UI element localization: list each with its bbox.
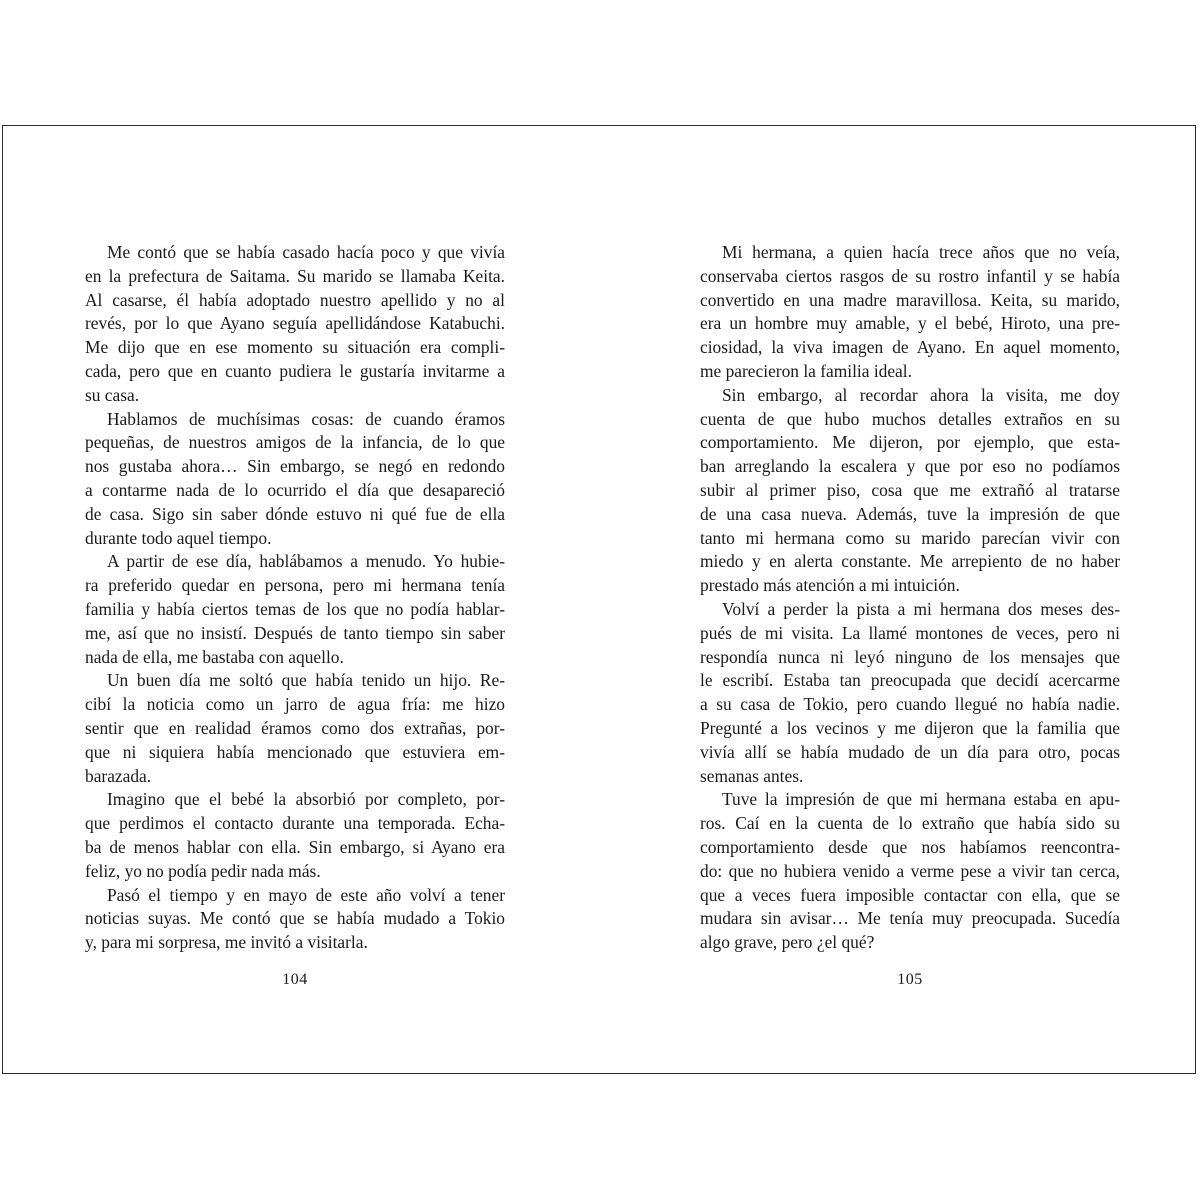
text-line: Sin embargo, al recordar ahora la visita, me doy [722, 384, 1120, 405]
text-line: revés, por lo que Ayano seguía apellidándose Katabuchi. [85, 313, 505, 334]
text-line: algo grave, pero ¿el qué? [700, 932, 875, 953]
text-line: Me dijo que en ese momento su situación era compli- [85, 337, 505, 358]
text-line: y, para mi sorpresa, me invitó a visitarla. [85, 932, 368, 953]
text-line: nada de ella, me bastaba con aquello. [85, 646, 344, 667]
text-line: Un buen día me soltó que había tenido un hijo. Re- [107, 670, 505, 691]
text-line: pués de mi visita. La llamé montones de veces, pero ni [700, 622, 1120, 643]
paragraph [85, 884, 505, 955]
text-line: familia y había ciertos temas de los que no podía hablar- [85, 598, 505, 619]
paragraph [85, 669, 505, 788]
text-line: cibí la noticia como un jarro de agua fría: me hizo [85, 694, 505, 715]
text-line: do: que no hubiera venido a verme pese a vivir tan cerca, [700, 860, 1120, 881]
left-page [85, 241, 505, 955]
paragraph [700, 384, 1120, 598]
text-line: sentir que en realidad éramos como dos extrañas, por- [85, 717, 505, 738]
text-line: convertido en una madre maravillosa. Keita, su marido, [700, 289, 1120, 310]
text-line: Mi hermana, a quien hacía trece años que no veía, [722, 242, 1120, 262]
text-line: me parecieron la familia ideal. [700, 360, 912, 381]
text-line: Me contó que se había casado hacía poco y que vivía [107, 242, 505, 262]
text-line: Tuve la impresión de que mi hermana estaba en apu- [722, 789, 1120, 810]
paragraph [700, 241, 1120, 384]
right-page [700, 241, 1120, 955]
paragraph [700, 598, 1120, 788]
text-line: A partir de ese día, hablábamos a menudo. Yo hubie- [107, 551, 505, 572]
text-line: era un hombre muy amable, y el bebé, Hiroto, una pre- [700, 313, 1120, 334]
text-line: tanto mi hermana como su marido parecían vivir con [700, 527, 1120, 548]
text-line: Volví a perder la pista a mi hermana dos meses des- [722, 598, 1120, 619]
text-line: su casa. [85, 384, 140, 405]
text-line: Pregunté a los vecinos y me dijeron que la familia que [700, 717, 1120, 738]
text-line: que a veces fuera imposible contactar con ella, que se [700, 884, 1120, 905]
text-line: Imagino que el bebé la absorbió por completo, por- [107, 789, 505, 810]
text-line: Hablamos de muchísimas cosas: de cuando éramos [107, 408, 505, 429]
text-line: mudara sin avisar… Me tenía muy preocupada. Sucedía [700, 908, 1120, 929]
text-line: ba de menos hablar con ella. Sin embargo, si Ayano era [85, 836, 505, 857]
paragraph [700, 788, 1120, 955]
text-line: nos gustaba ahora… Sin embargo, se negó en redondo [85, 456, 505, 477]
text-line: de casa. Sigo sin saber dónde estuvo ni qué fue de ella [85, 503, 505, 524]
text-line: prestado más atención a mi intuición. [700, 575, 960, 596]
text-line: en la prefectura de Saitama. Su marido se llamaba Keita. [85, 265, 505, 286]
text-line: miedo y en alerta constante. Me arrepiento de no haber [700, 551, 1120, 572]
paragraph [85, 788, 505, 883]
paragraph [85, 408, 505, 551]
text-line: durante todo aquel tiempo. [85, 527, 272, 548]
text-line: barazada. [85, 765, 152, 786]
text-line: cada, pero que en cuanto pudiera le gustaría invitarme a [85, 360, 505, 381]
text-line: Al casarse, él había adoptado nuestro apellido y no al [85, 289, 505, 310]
text-line: que ni siquiera había mencionado que estuviera em- [85, 741, 505, 762]
right-page-number: 105 [897, 971, 923, 988]
text-line: me, así que no insistí. Después de tanto tiempo sin saber [85, 622, 505, 643]
text-line: semanas antes. [700, 765, 804, 786]
text-line: a contarme nada de lo ocurrido el día que desapareció [85, 479, 505, 500]
text-line: a su casa de Tokio, pero cuando llegué no había nadie. [700, 694, 1120, 715]
text-line: subir al primer piso, cosa que me extrañó al tratarse [700, 479, 1120, 500]
text-line: noticias suyas. Me contó que se había mudado a Tokio [85, 908, 505, 929]
text-line: Pasó el tiempo y en mayo de este año volví a tener [107, 884, 505, 905]
text-line: cuenta de que hubo muchos detalles extraños en su [700, 408, 1120, 429]
text-line: comportamiento. Me dijeron, por ejemplo, que esta- [700, 432, 1120, 453]
paragraph [85, 550, 505, 669]
text-line: ra preferido quedar en persona, pero mi hermana tenía [85, 575, 505, 596]
left-page-text [85, 241, 505, 955]
text-line: ban arreglando la escalera y que por eso no podíamos [700, 456, 1120, 477]
text-line: pequeñas, de nuestros amigos de la infancia, de lo que [85, 432, 505, 453]
text-line: ros. Caí en la cuenta de lo extraño que había sido su [700, 813, 1120, 834]
text-line: ciosidad, la viva imagen de Ayano. En aquel momento, [700, 337, 1120, 358]
text-line: conservaba ciertos rasgos de su rostro infantil y se había [700, 265, 1120, 286]
paragraph [85, 241, 505, 408]
right-page-text [700, 241, 1120, 955]
text-line: que perdimos el contacto durante una temporada. Echa- [85, 813, 505, 834]
book-spread [2, 125, 1196, 1074]
text-line: le escribí. Estaba tan preocupada que decidí acercarme [700, 670, 1120, 691]
left-page-number: 104 [282, 971, 308, 988]
text-line: respondía nunca ni leyó ninguno de los mensajes que [700, 646, 1120, 667]
text-line: comportamiento desde que nos habíamos reencontra- [700, 836, 1120, 857]
text-line: de una casa nueva. Además, tuve la impresión de que [700, 503, 1120, 524]
text-line: feliz, yo no podía pedir nada más. [85, 860, 321, 881]
text-line: vivía allí se había mudado de un día para otro, pocas [700, 741, 1120, 762]
